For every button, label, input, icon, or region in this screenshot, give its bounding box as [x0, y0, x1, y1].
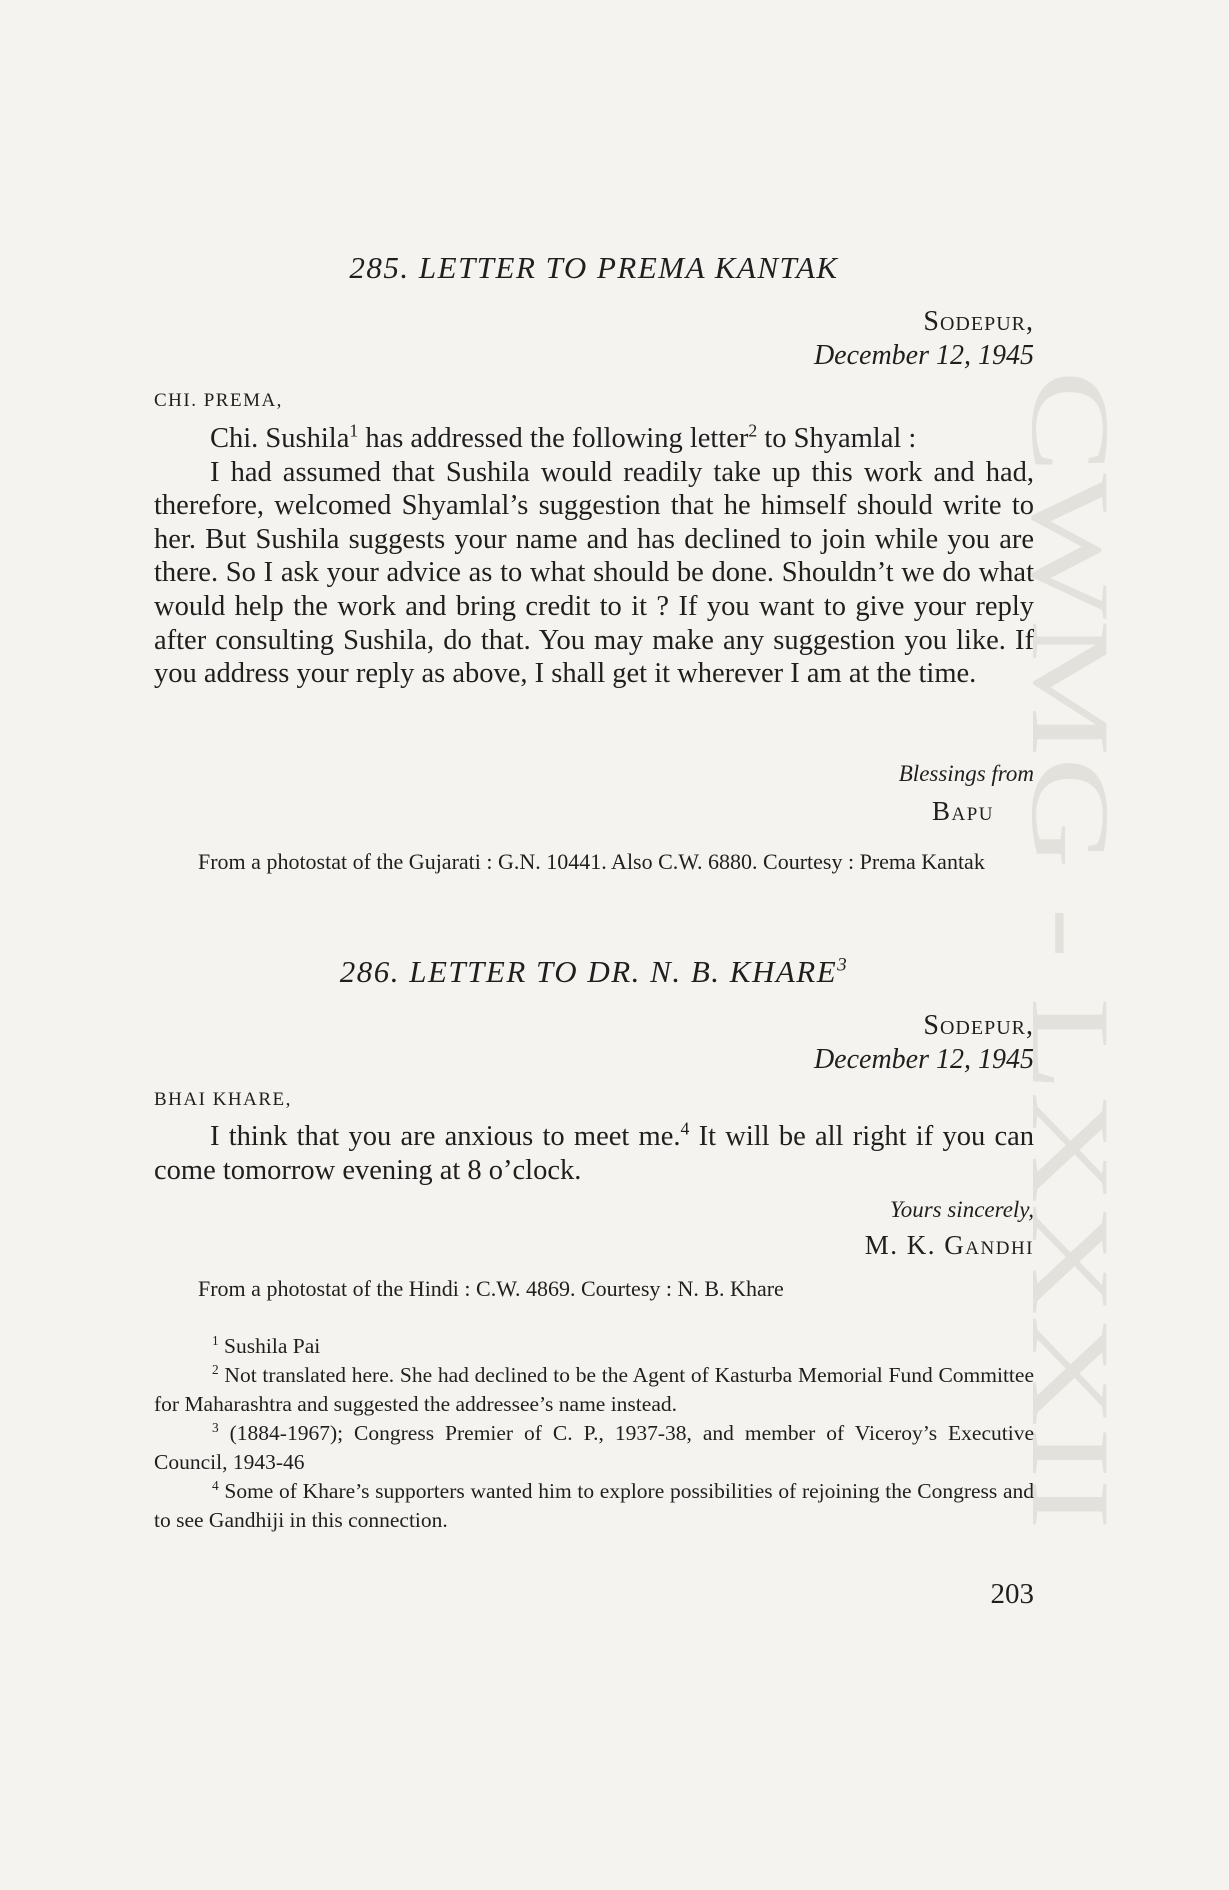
watermark-text: CWMG - LXXXII	[1008, 370, 1125, 1210]
letter-2-body	[154, 1120, 1034, 1187]
letter-2-heading	[154, 954, 1034, 990]
letter-1-paragraph-1	[154, 422, 1034, 456]
letter-2-paragraph-1	[154, 1120, 1034, 1187]
footnote-3-mark: 3	[212, 1419, 219, 1435]
footnote-4-mark: 4	[212, 1477, 219, 1493]
letter-1-salutation: CHI. PREMA,	[154, 390, 283, 411]
letter-1-date: December 12, 1945	[813, 340, 1034, 371]
footnote-4	[154, 1477, 1034, 1535]
letter-1-text-c: to Shyamlal :	[757, 423, 917, 454]
footnote-3-text: (1884-1967); Congress Premier of C. P., 1937-38, and member of Viceroy’s Executive Council, 1943-46	[154, 1421, 1034, 1474]
footnote-ref-4: 4	[680, 1118, 690, 1139]
footnote-1-mark: 1	[212, 1332, 219, 1348]
letter-1-title: LETTER TO PREMA KANTAK	[418, 250, 839, 285]
letter-1-text-b: has addressed the following letter	[358, 423, 749, 454]
letter-1-closing: Blessings from	[898, 761, 1034, 786]
letter-2-number: 286.	[339, 954, 400, 989]
footnote-3	[154, 1419, 1034, 1477]
letter-2-signature: M. K. Gandhi	[864, 1230, 1034, 1260]
footnote-1	[154, 1332, 1034, 1361]
footnote-2-text: Not translated here. She had declined to be the Agent of Kasturba Memorial Fund Committee for Maharashtra and suggested the addressee’s name instead.	[154, 1363, 1034, 1416]
letter-1-paragraph-2: I had assumed that Sushila would readily take up this work and had, therefore, welcomed Shyamlal’s suggestion that he himself should write to her. But Sushila suggests your name and has declined to join while you are there. So I ask your advice as to what should be done. Shouldn’t we do what would help the work and bring credit to it ? If you want to give your reply after consulting Sushila, do that. You may make any suggestion you like. If you address your reply as above, I shall get it wherever I am at the time.	[154, 456, 1034, 690]
page	[154, 0, 1034, 1890]
letter-1-heading	[154, 250, 1034, 286]
footnote-2	[154, 1361, 1034, 1419]
footnote-4-text: Some of Khare’s supporters wanted him to explore possibilities of rejoining the Congress and to see Gandhiji in this connection.	[154, 1479, 1034, 1532]
letter-2-place: Sodepur,	[923, 1010, 1034, 1041]
page-number: 203	[990, 1578, 1034, 1610]
footnotes	[154, 1332, 1034, 1535]
footnote-2-mark: 2	[212, 1361, 219, 1377]
letter-2-date: December 12, 1945	[813, 1044, 1034, 1075]
footnote-1-text: Sushila Pai	[218, 1334, 321, 1358]
letter-1-number: 285.	[349, 250, 410, 285]
letter-2-source: From a photostat of the Hindi : C.W. 4869. Courtesy : N. B. Khare	[198, 1276, 784, 1301]
letter-1-place: Sodepur,	[923, 306, 1034, 337]
footnote-ref-1: 1	[349, 420, 359, 441]
letter-2-text-a: I think that you are anxious to meet me.	[210, 1121, 681, 1152]
letter-2-closing: Yours sincerely,	[890, 1197, 1034, 1222]
letter-1-body	[154, 422, 1034, 691]
letter-1-text-a: Chi. Sushila	[210, 423, 350, 454]
letter-1-signature: Bapu	[931, 796, 994, 826]
letter-1-source: From a photostat of the Gujarati : G.N. 10441. Also C.W. 6880. Courtesy : Prema Kantak	[198, 849, 985, 874]
letter-2-text-b: It will be all right if you can come tomorrow evening at 8 o’clock.	[154, 1121, 1035, 1186]
footnote-ref-2: 2	[748, 420, 758, 441]
footnote-ref-3: 3	[837, 954, 849, 976]
letter-2-salutation: BHAI KHARE,	[154, 1089, 292, 1110]
letter-2-title: LETTER TO DR. N. B. KHARE	[409, 954, 838, 989]
